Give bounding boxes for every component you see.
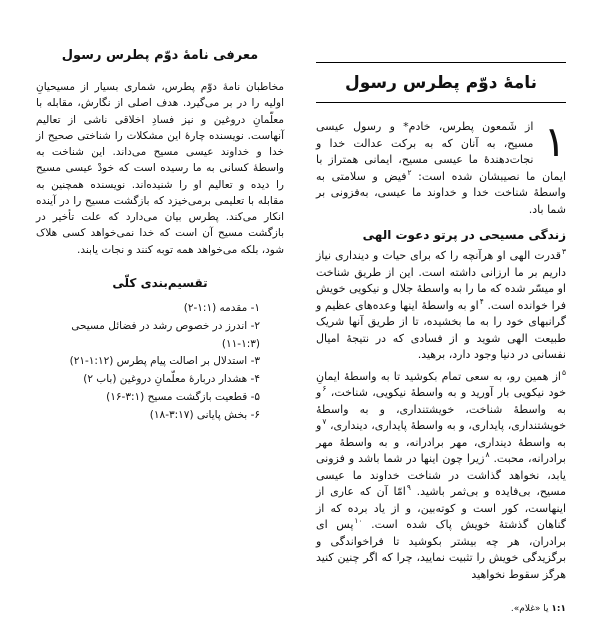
outline-item: ۱- مقدمه (۱:۱-۲)	[183, 301, 260, 314]
section-heading: زندگی مسیحی در پرتو دعوت الهی	[362, 228, 566, 242]
text-page	[316, 62, 566, 614]
verse-number: ۲	[407, 167, 412, 177]
outline-item: ۳- استدلال بر اصالت پیام پطرس (۱:۱۲-۲۱)	[69, 355, 260, 368]
paragraph-divine-power: $^۳$قدرت الهی او هرآنچه را که برای حیات و دینداری نیاز داریم بر ما ارزانی داشته است. این از طریق شناخت او میسّر شده که ما را به واسطهٔ جلال و نیکویی خویش فرا خوانده است. $^۴$او به واسطهٔ اینها وعده‌های عظیم و گرانبهای خود را به ما بخشیده، تا از طریق آنها شریک طبیعت الهی شوید و از فسادی که در نتیجهٔ امیال نفسانی در دنیا وجود دارد، برهید.	[316, 247, 566, 361]
intro-page	[36, 48, 284, 425]
outline-list	[36, 300, 284, 425]
footnote-text: یا «غلام».	[510, 604, 549, 614]
verse-number: ۳	[561, 247, 566, 257]
verse-number: ۷	[322, 417, 327, 427]
verse-number: ۹	[406, 483, 411, 493]
verse-number: ۸	[485, 450, 490, 460]
paragraph-exhortation: $^۵$از همین رو، به سعی تمام بکوشید تا به واسطهٔ ایمانِ خود نیکویی بار آورید و به واسطهٔ نیکویی، شناخت، $^۶$و به واسطهٔ شناخت، خویشتنداری، و به واسطهٔ خویشتنداری، پایداری، و به واسطهٔ پایداری، دینداری، $^۷$و به واسطهٔ دینداری، مهر برادرانه، و به واسطهٔ مهر برادرانه، محبت. $^۸$زیرا چون اینها در شما باشد و فزونی یابد، نخواهد گذاشت در شناخت خداوند ما عیسی مسیح، بی‌فایده و بی‌ثمر باشید. $^۹$امّا آن که عاری از اینهاست، کور است و کوته‌بین، و از یاد برده که از گناهان گذشتهٔ خویش پاک شده است. $^{۱۰}$پس ای برادران، هر چه بیشتر بکوشید تا فراخواندگی و برگزیدگی خویش را تثبیت نمایید، چرا که اگر چنین کنید هرگز سقوط نخواهید	[316, 367, 566, 581]
footnote-reference: ۱:۱	[551, 604, 566, 614]
chapter-number: ۱	[543, 117, 566, 166]
book-title-box	[316, 62, 566, 103]
opening-paragraph	[316, 119, 566, 218]
book-title: نامهٔ دوّم پطرس رسول	[345, 73, 537, 93]
intro-heading: معرفی نامهٔ دوّم پطرس رسول	[61, 48, 259, 63]
outline-item: ۵- قطعیت بازگشت مسیح (۳:۱-۱۶)	[106, 391, 260, 404]
outline-item: ۲- اندرز در خصوص رشد در فضائل مسیحی (۱:۳-۱۱)	[71, 319, 260, 350]
verse-number: ۱۰	[354, 516, 363, 526]
opening-verses: از شَمعون پطرس، خادم* و رسول عیسی مسیح، به آنان که به برکت عدالت خدا و نجات‌دهندهٔ ما عیسی مسیح، ایمانی همتراز با ایمان ما نصیبشان شده است: $^۲$فیض و سلامتی به واسطهٔ شناخت خدا و خداوند ما عیسی، به‌فزونی بر شما باد.	[316, 120, 566, 216]
footnote	[316, 604, 566, 614]
outline-item: ۶- بخش پایانی (۳:۱۷-۱۸)	[149, 408, 260, 421]
verse-number: ۵	[561, 367, 566, 377]
intro-paragraph: مخاطبان نامهٔ دوّم پطرس، شماری بسیار از مسیحیانِ اولیه را در بر می‌گیرد. هدف اصلی از نگارش، مقابله با معلّمانِ دروغین و نیز فسادِ اخلاقی ناشی از تعالیم آنهاست. نویسنده چارهٔ این مشکلات را شناختی صحیح از خدا و خداوند عیسی مسیح می‌داند. این شناخت به واسطهٔ کسانی به ما رسیده است که خودْ عیسی مسیح را دیده و تعالیم او را شنیده‌اند. نویسنده همچنین به مقابله با تعلیمی برمی‌خیزد که بازگشت مسیح را در آینده انکار می‌کند. پطرس بیان می‌دارد که علت تأخیر در بازگشت مسیح آن است که خدا نمی‌خواهد کسی هلاک شود، بلکه می‌خواهد همه توبه کنند و نجات یابند.	[36, 81, 284, 256]
verse-number: ۴	[479, 296, 484, 306]
verse-number: ۶	[322, 384, 327, 394]
outline-heading: تقسیم‌بندی کلّی	[112, 275, 208, 290]
outline-item: ۴- هشدار دربارهٔ معلّمانِ دروغین (باب ۲)	[83, 373, 260, 386]
